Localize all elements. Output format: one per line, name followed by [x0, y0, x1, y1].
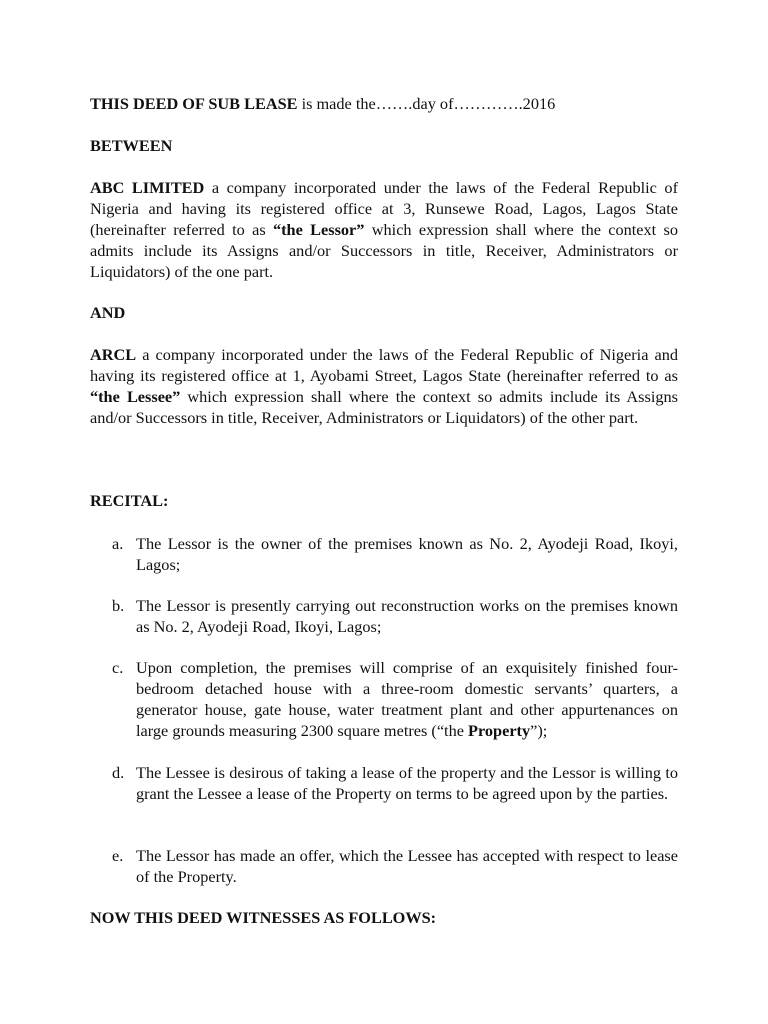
- recital-marker: b.: [112, 596, 125, 615]
- lessee-role: “the Lessee”: [90, 387, 181, 406]
- recital-text-part: ”);: [530, 721, 548, 740]
- recital-marker: d.: [112, 763, 125, 782]
- recital-item: [112, 762, 678, 804]
- deed-title-line: [90, 93, 555, 114]
- and-heading: AND: [90, 303, 126, 322]
- property-term: Property: [468, 721, 531, 740]
- lessee-text-1: a company incorporated under the laws of the Federal Republic of Nigeria and having its registered office at 1, Ayobami Street, Lagos State (hereinafter referred to as: [90, 345, 678, 385]
- recital-text: [136, 657, 678, 741]
- recital-marker: c.: [112, 658, 124, 677]
- deed-date-line: is made the…….day of………….2016: [297, 94, 556, 113]
- lessor-paragraph: [90, 177, 678, 282]
- recital-text: The Lessor is the owner of the premises known as No. 2, Ayodeji Road, Ikoyi, Lagos;: [136, 534, 678, 574]
- recital-heading: RECITAL:: [90, 491, 169, 510]
- lessee-name: ARCL: [90, 345, 137, 364]
- lessor-name: ABC LIMITED: [90, 178, 205, 197]
- recital-text: The Lessor has made an offer, which the Lessee has accepted with respect to lease of the Property.: [136, 846, 678, 886]
- recital-item: [112, 657, 678, 741]
- lessor-text-2: which expression shall where the context so admits include its Assigns and/or Successors in title, Receiver, Administrators or Liquidators) of the one part.: [90, 220, 678, 281]
- lessee-text-2: which expression shall where the context so admits include its Assigns and/or Successors in title, Receiver, Administrators or Liquidators) of the other part.: [90, 387, 678, 427]
- recital-marker: e.: [112, 846, 124, 865]
- recital-text: The Lessor is presently carrying out reconstruction works on the premises known as No. 2, Ayodeji Road, Ikoyi, Lagos;: [136, 596, 678, 636]
- recital-text: The Lessee is desirous of taking a lease of the property and the Lessor is willing to grant the Lessee a lease of the Property on terms to be agreed upon by the parties.: [136, 763, 678, 803]
- lessor-role: “the Lessor”: [272, 220, 365, 239]
- deed-title: THIS DEED OF SUB LEASE: [90, 94, 298, 113]
- recital-marker: a.: [112, 534, 124, 553]
- recital-item: [112, 533, 678, 575]
- recital-item: [112, 845, 678, 887]
- between-heading: BETWEEN: [90, 136, 173, 155]
- lessee-paragraph: [90, 344, 678, 428]
- recital-text-part: Upon completion, the premises will comprise of an exquisitely finished four-bedroom detached house with a three-room domestic servants’ quarters, a generator house, gate house, water treatment plant and other appurtenances on large grounds measuring 2300 square metres (“the: [136, 658, 678, 740]
- lessor-text-1: a company incorporated under the laws of the Federal Republic of Nigeria and having its registered office at 3, Runsewe Road, Lagos, Lagos State (hereinafter referred to as: [90, 178, 678, 239]
- witnesses-heading: NOW THIS DEED WITNESSES AS FOLLOWS:: [90, 908, 437, 927]
- recital-item: [112, 595, 678, 637]
